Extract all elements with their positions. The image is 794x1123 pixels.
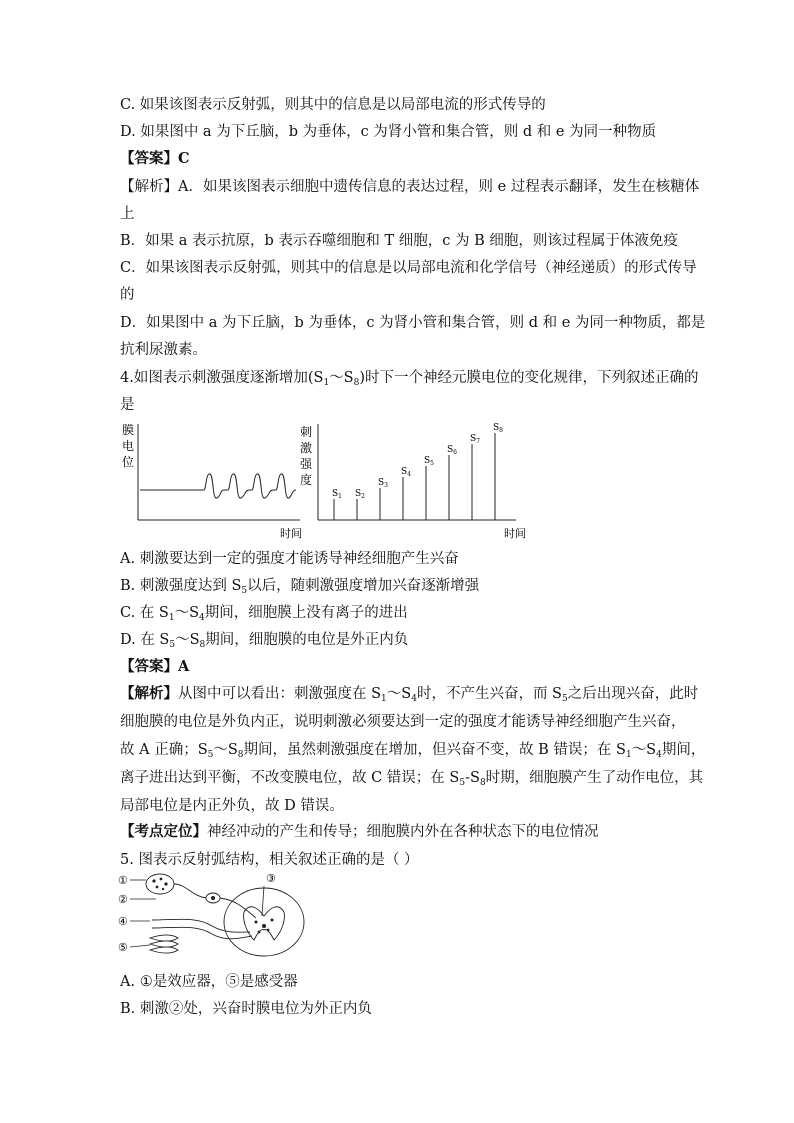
q4-stem-part: 4.如图表示刺激强度逐渐增加(S	[120, 370, 324, 386]
q3-analysis-line-5: 的	[120, 287, 135, 303]
q5-stem: 5. 图表示反射弧结构，相关叙述正确的是（ ）	[120, 852, 419, 868]
q4-analysis-sub: 8	[237, 750, 244, 760]
stimulus-label: $S_5$	[424, 456, 434, 467]
reflex-label-3: ③	[266, 872, 276, 885]
stimulus-label: $S_1$	[332, 489, 342, 500]
afferent-fiber	[174, 884, 206, 898]
q3-analysis-line-3: B．如果 a 表示抗原，b 表示吞噬细胞和 T 细胞，c 为 B 细胞，则该过程属于体液免疫	[120, 233, 678, 249]
q4-stem-part: ～S	[329, 370, 354, 386]
q4-stem-sub: 1	[323, 378, 330, 388]
q4-analysis-line-3	[120, 740, 706, 760]
q4-analysis-sub: 4	[411, 694, 417, 704]
q4-option-d-part: 期间，细胞膜的电位是外正内负	[205, 632, 409, 648]
q4-stem-line-2: 是	[120, 397, 135, 413]
reflex-label-5: ⑤	[118, 941, 128, 954]
q4-analysis-sub: 1	[625, 750, 632, 760]
q4-analysis-part: 从图中可以看出：刺激强度在 S	[178, 686, 382, 702]
q4-analysis-line-2: 细胞膜的电位是外负内正，说明刺激必须要达到一定的强度才能诱导神经细胞产生兴奋，	[120, 714, 686, 730]
q3-analysis-line-1: 【解析】A．如果该图表示细胞中遗传信息的表达过程，则 e 过程表示翻译，发生在核糖体	[120, 179, 700, 195]
q4-option-d	[120, 630, 680, 650]
stimulus-label: $S_8$	[493, 423, 503, 434]
q4-option-b	[120, 576, 680, 596]
left-panel	[122, 423, 302, 540]
q4-stem-part: )时下一个神经元膜电位的变化规律，下列叙述正确的	[359, 370, 699, 386]
q4-analysis-part: ～S	[213, 742, 238, 758]
reflex-label-1: ①	[118, 874, 128, 887]
q4-option-b-sub: 5	[241, 586, 248, 596]
reflex-label-4: ④	[118, 915, 128, 928]
q4-analysis-part: 期间，虽然刺激强度在增加，但兴奋不变，故 B 错误；在 S	[243, 742, 626, 758]
q4-analysis-part: 期间，	[661, 742, 706, 758]
q4-analysis-part: ～S	[386, 686, 412, 702]
right-ylabel-char: 刺	[300, 425, 313, 439]
q4-analysis-line-4	[120, 768, 704, 788]
leader-line-5	[130, 945, 150, 947]
reflex-arc-figure	[116, 872, 316, 960]
right-ylabel-char: 度	[300, 473, 313, 487]
q3-analysis-line-6: D．如果图中 a 为下丘脑，b 为垂体，c 为肾小管和集合管，则 d 和 e 为同一种物质，都是	[120, 315, 706, 331]
q4-analysis-part: 离子进出达到平衡，不改变膜电位，故 C 错误；在 S	[120, 770, 460, 786]
q3-analysis-line-2: 上	[120, 206, 135, 222]
q3-option-c: C. 如果该图表示反射弧，则其中的信息是以局部电流的形式传导的	[120, 97, 546, 113]
q3-option-d: D. 如果图中 a 为下丘脑，b 为垂体，c 为肾小管和集合管，则 d 和 e 为同一种物质	[120, 124, 657, 140]
q4-analysis-sub: 5	[207, 750, 214, 760]
membrane-potential-figure	[118, 420, 538, 542]
ganglion-nucleus	[211, 896, 215, 900]
q4-option-d-part: D. 在 S	[120, 632, 170, 648]
q4-stem	[120, 368, 699, 388]
q4-option-d-sub: 8	[199, 640, 206, 650]
q4-option-b-part: 以后，随刺激强度增加兴奋逐渐增强	[247, 578, 480, 594]
q5-option-a: A. ①是效应器，⑤是感受器	[120, 974, 298, 990]
right-ylabel-char: 强	[300, 457, 313, 471]
stimulus-label: $S_6$	[447, 445, 457, 456]
stimulus-label: $S_4$	[401, 467, 411, 478]
q4-analysis-sub: 1	[381, 694, 387, 704]
q4-option-c-part: ～S	[174, 605, 200, 621]
q4-analysis-sub: 5	[562, 694, 568, 704]
left-xlabel: 时间	[280, 527, 302, 540]
q4-analysis-line-1	[120, 684, 699, 704]
q4-option-c-sub: 1	[168, 613, 175, 623]
membrane-potential-trace	[140, 474, 296, 498]
q4-analysis-sub: 5	[459, 778, 466, 788]
stimulus-label: $S_3$	[378, 478, 388, 489]
q4-answer: 【答案】A	[120, 658, 190, 675]
stimulus-label: $S_7$	[470, 434, 480, 445]
q4-option-a: A. 刺激要达到一定的强度才能诱导神经细胞产生兴奋	[120, 551, 459, 567]
analysis-tag: 【解析】	[120, 685, 178, 702]
kaodian-tag: 【考点定位】	[120, 823, 207, 840]
q4-analysis-sub: 4	[656, 750, 662, 760]
q4-analysis-part: 时期，细胞膜产生了动作电位，其	[485, 770, 704, 786]
q5-option-b: B. 刺激②处，兴奋时膜电位为外正内负	[120, 1001, 372, 1017]
q4-analysis-sub: 8	[479, 778, 486, 788]
q4-option-c-sub: 4	[199, 613, 205, 623]
effector-muscle	[150, 935, 178, 953]
q4-analysis-part: 时，不产生兴奋，而 S	[416, 686, 562, 702]
q4-option-b-part: B. 刺激强度达到 S	[120, 578, 242, 594]
stimulus-label: $S_2$	[355, 489, 365, 500]
reflex-label-2: ②	[118, 893, 128, 906]
q3-analysis-line-4: C．如果该图表示反射弧，则其中的信息是以局部电流和化学信号（神经递质）的形式传导	[120, 260, 697, 276]
q4-stem-sub: 8	[353, 378, 360, 388]
q4-analysis-line-5: 局部电位是内正外负，故 D 错误。	[120, 798, 344, 814]
q4-option-d-part: ～S	[175, 632, 200, 648]
q3-analysis-line-7: 抗利尿激素。	[120, 342, 207, 358]
receptor-blob	[146, 874, 174, 894]
kaodian-text: 神经冲动的产生和传导；细胞膜内外在各种状态下的电位情况	[207, 824, 599, 840]
q4-analysis-part: 之后出现兴奋，此时	[567, 686, 699, 702]
q4-option-c-part: C. 在 S	[120, 605, 169, 621]
q3-answer: 【答案】C	[120, 150, 190, 167]
q4-analysis-part: ～S	[631, 742, 657, 758]
q4-option-c-part: 期间，细胞膜上没有离子的进出	[204, 605, 408, 621]
q4-analysis-part: -S	[465, 770, 480, 786]
left-ylabel-char: 位	[122, 455, 135, 469]
left-ylabel-char: 电	[122, 439, 135, 453]
q4-kaodian	[120, 822, 680, 842]
right-xlabel: 时间	[504, 527, 526, 540]
q4-option-d-sub: 5	[169, 640, 176, 650]
q4-analysis-part: 故 A 正确；S	[120, 742, 208, 758]
q4-option-c	[120, 603, 680, 623]
right-panel	[300, 423, 526, 540]
left-ylabel-char: 膜	[122, 423, 135, 437]
spinal-cord	[224, 888, 304, 956]
right-ylabel-char: 激	[300, 441, 313, 455]
